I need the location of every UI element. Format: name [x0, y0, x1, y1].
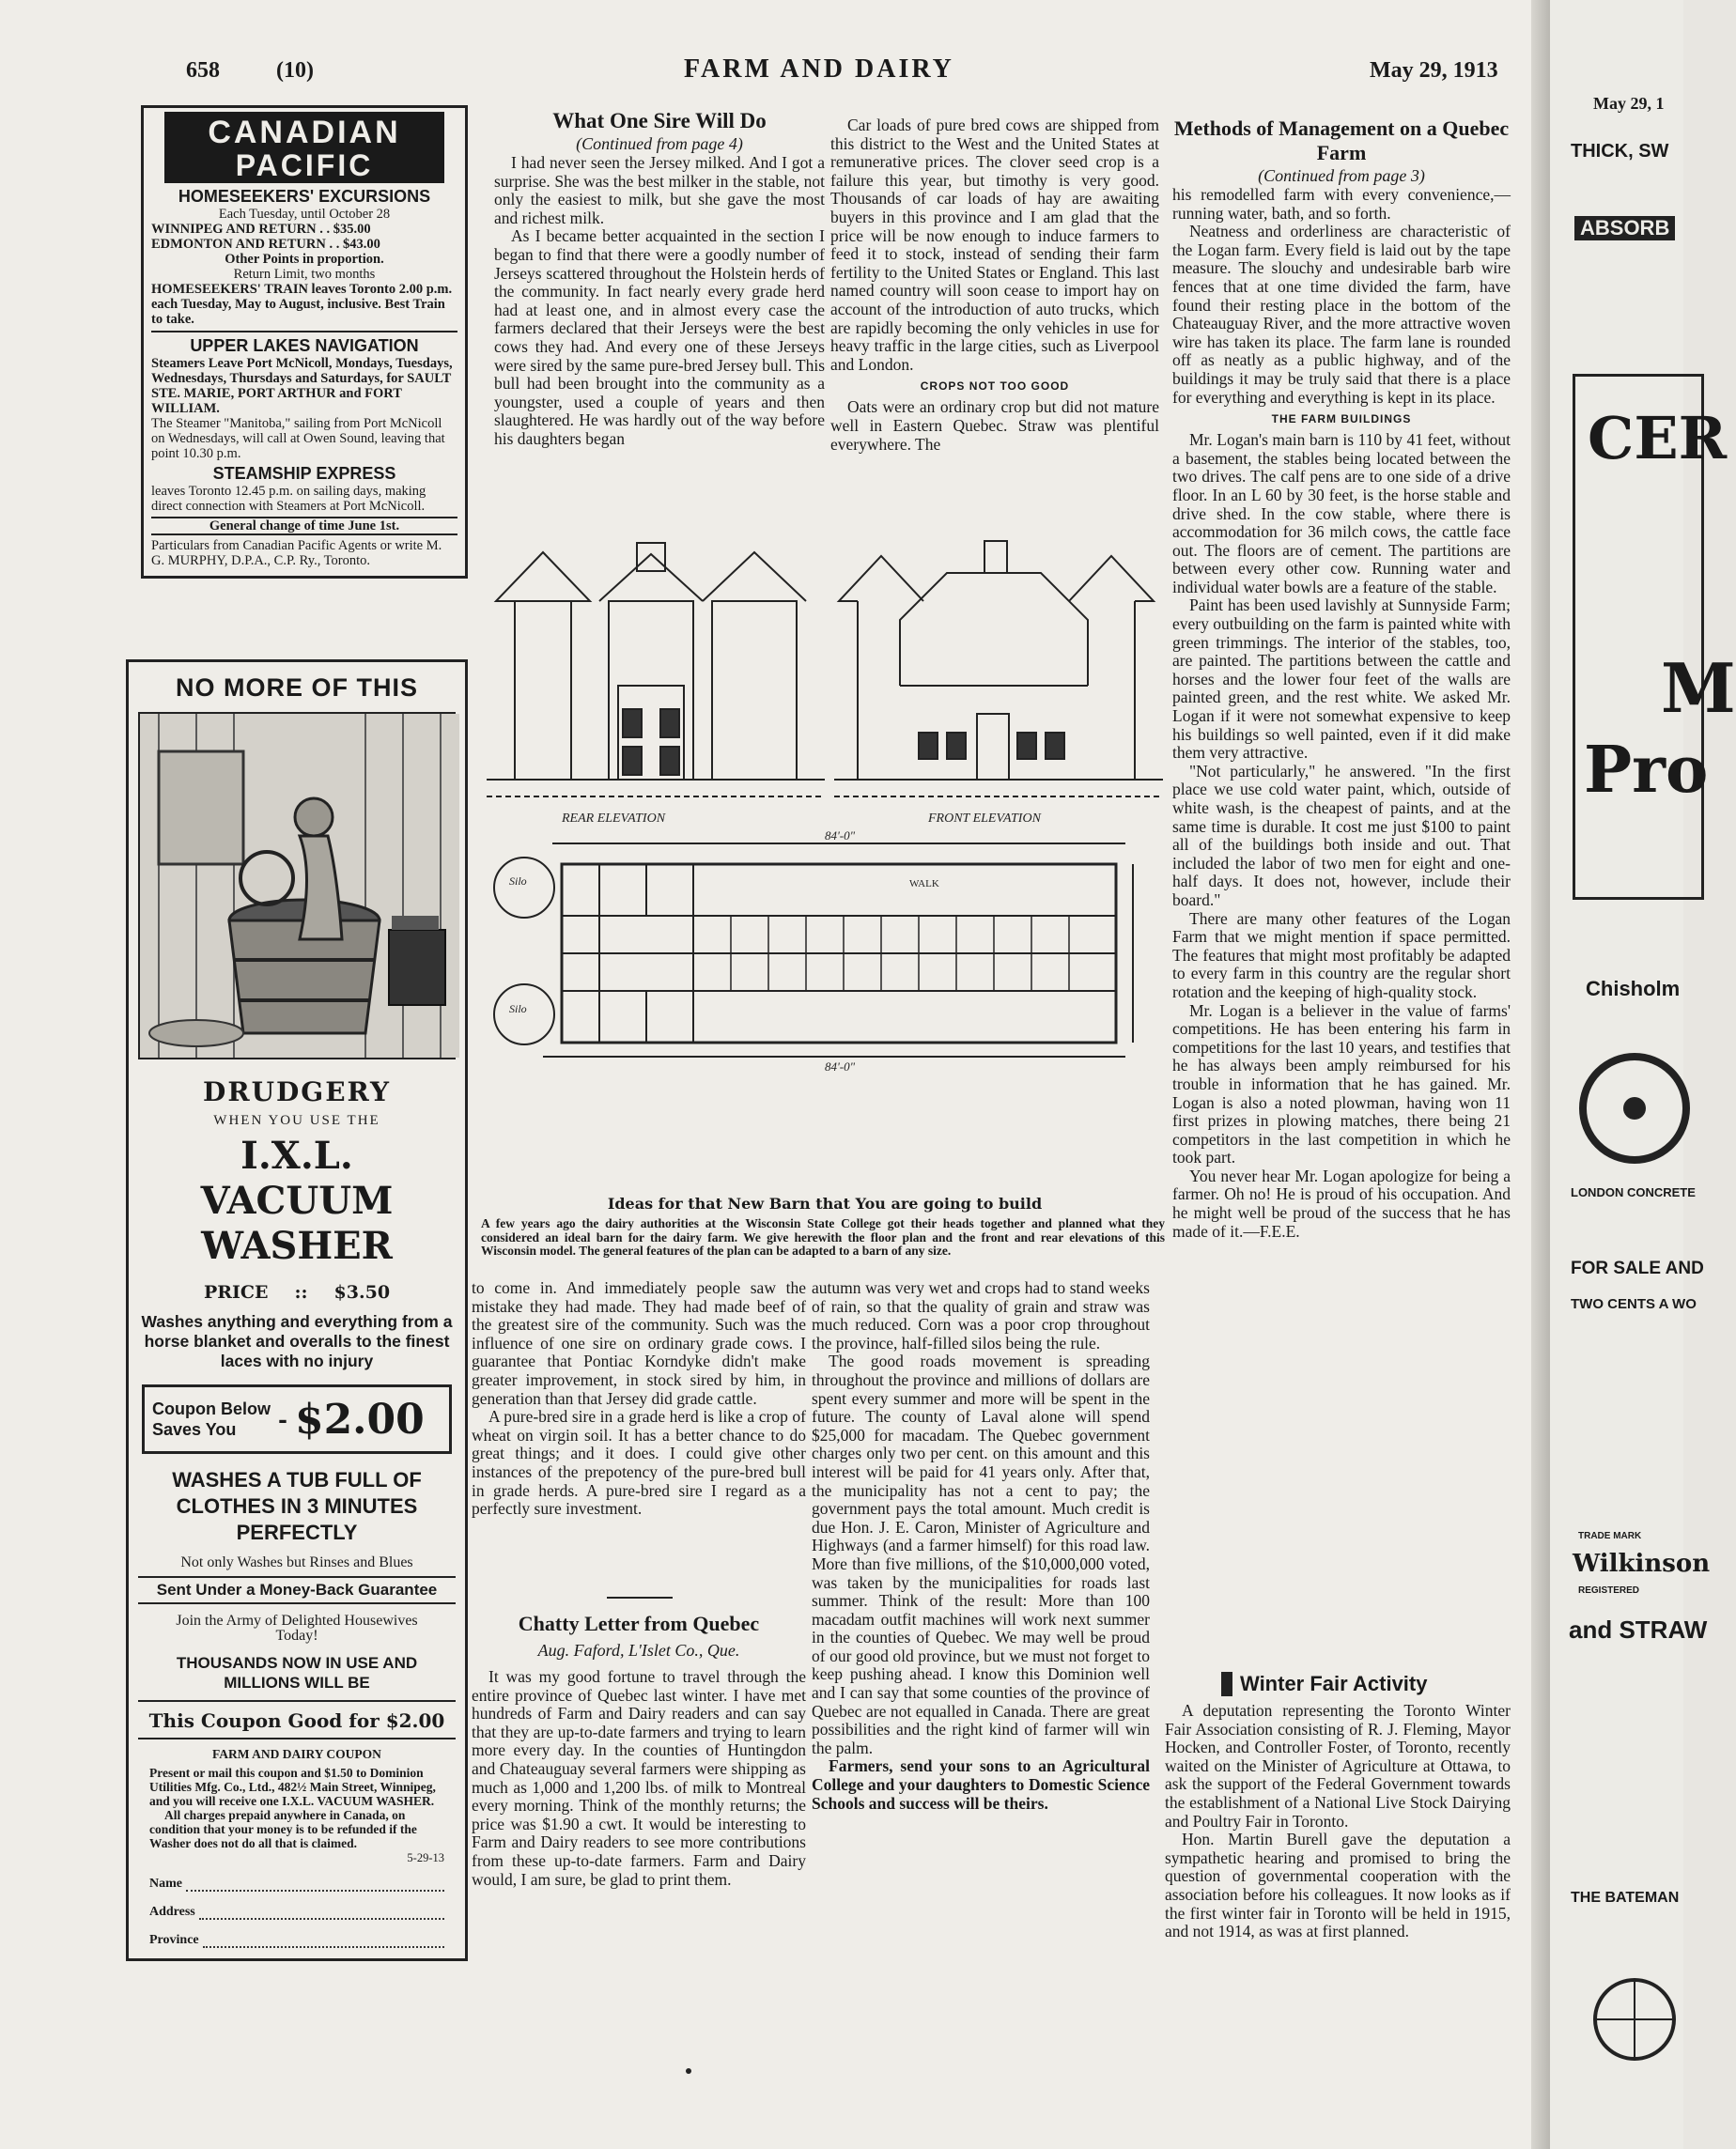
coupon-text: Present or mail this coupon and $1.50 to Dominion Utilities Mfg. Co., Ltd., 482½ Main Street, Winnipeg, and you will receive one I.X.L. VACUUM WASHER.: [149, 1766, 436, 1808]
barn-figure: [487, 545, 1163, 1240]
masthead: FARM AND DAIRY: [684, 54, 954, 84]
methods-p4: Paint has been used lavishly at Sunnyside Farm; every outbuilding on the farm is painted white with green trimmings. The interior of the stables, too, are painted. The partitions between the cattle and horses and the lower four feet of the walls are painted green, and the rest white. We asked Mr. Logan if it were not somewhat expensive to keep his buildings so well painted, even if it did make them very attractive.: [1172, 595, 1511, 763]
walk-label: WALK: [909, 878, 939, 889]
methods-p6: There are many other features of the Logan Farm that we might mention if space permitted. The features that might most profitably be adapted to every farm in this country are the regular short rotation and the keeping of high-quality stock.: [1172, 908, 1511, 1001]
coupon-date: 5-29-13: [407, 1851, 444, 1864]
article-sire-p4: A pure-bred sire in a grade herd is like a crop of wheat on virgin soil. It has a better chance to do great things; and it does. I could give other instances of the prepotency of the pure-bred bull in grade herds. A pure-bred sire I regard as a perfectly sure investment.: [472, 1407, 806, 1519]
quebec-bottom-p2: The good roads movement is spreading throughout the province and millions of dollars are spent every summer and more will be spent in the future. The county of Laval alone will spend $25,000 for macadam. The Quebec government charges only two per cent. on this amount and this interest will be paid for 41 years only. After that, the municipality has not a cent to pay; the government pays the total amount. Much credit is due Hon. J. E. Caron, Minister of Agriculture and Highways (and a farmer himself) for this road law. More than five millions, of the $10,000,000 voted, was taken by the municipalities for roads last summer. Think of the result: More than 100 macadam outfit machines will work next summer in the counties of Quebec. We may well be proud of our good old province, but we must not forget to keep pushing ahead. I know this Dominion well and I can say that some counties of the province of Quebec are not equalled in Canada. There are great possibilities and the right kind of farmer will win the palm.: [812, 1352, 1150, 1757]
cp-winnipeg: WINNIPEG AND RETURN . . $35.00: [151, 222, 371, 237]
when-you-use: WHEN YOU USE THE: [213, 1113, 380, 1128]
facing-cart-illustration: [1588, 1954, 1682, 2066]
facing-two-cents: TWO CENTS A WO: [1571, 1296, 1697, 1312]
facing-pro: Pro: [1584, 733, 1709, 808]
no-more-headline: NO MORE OF THIS: [176, 673, 418, 702]
price-label: PRICE: [203, 1282, 269, 1303]
rear-elevation-label: REAR ELEVATION: [562, 812, 666, 826]
coupon-title: FARM AND DAIRY COUPON: [212, 1747, 381, 1761]
silo-label-bottom: Silo: [509, 1002, 527, 1015]
address-input[interactable]: [199, 1905, 444, 1920]
article-sire-title: What One Sire Will Do: [552, 109, 767, 132]
winter-fair-p1: A deputation representing the Toronto Winter Fair Association consisting of R. J. Fleming, Mayor Hocken, and Controller Foster, of Toronto, recently waited on the Minister of Agriculture at Ottawa, to ask the support of the Federal Government towards the establishment of a National Live Stock Dairying and Poultry Fair in Toronto.: [1165, 1701, 1511, 1831]
methods-p3: Mr. Logan's main barn is 110 by 41 feet, without a basement, the stables being located between the two drives. The calf pens are to one side of a drive floor. In an L 60 by 30 feet, is the horse stable and drive shed. In the cow stable, where there is accommodation for 36 milch cows, the cattle face out. The floors are of cement. The partitions are between every other cow. Running water and individual water bowls are a feature of the stable.: [1172, 430, 1511, 596]
facing-engine-illustration: [1578, 1033, 1691, 1174]
crops-heading: CROPS NOT TOO GOOD: [920, 379, 1070, 394]
steamship-text: leaves Toronto 12.45 p.m. on sailing days, making direct connection with Steamers at Port McNicoll.: [151, 484, 426, 514]
sire-end-rule: [607, 1597, 673, 1599]
chatty-p1: It was my good fortune to travel through the entire province of Quebec last winter. I have met hundreds of Farm and Dairy readers and can say that they are up-to-date farmers and trying to learn more every day. In the counties of Huntingdon and Chateauguay several farmers were shipping as much as 1,000 and 1,200 lbs. of milk to Montreal every morning. Think of the monthly returns; the price was $1.90 a cwt. It would be interesting to Farm and Dairy readers to see more contributions from these up-to-date farmers. Farm and Dairy would, I am sure, be glad to print them.: [472, 1667, 806, 1889]
rear-elevation-drawing: [487, 543, 825, 796]
coupon-savings-box: [142, 1384, 452, 1454]
money-back-guarantee: Sent Under a Money-Back Guarantee: [138, 1576, 456, 1604]
cp-logo-line2: PACIFIC: [235, 148, 374, 182]
washer-illustration: [138, 712, 456, 1059]
page-number: 658: [186, 58, 220, 83]
page-gutter: [1531, 0, 1550, 2149]
coupon-address-row: [149, 1905, 444, 1920]
upper-lakes-text: Steamers Leave Port McNicoll, Mondays, Tuesdays, Wednesdays, Thursdays and Saturdays, for SAULT STE. MARIE, PORT ARTHUR and FORT WILLIAM.: [151, 356, 453, 416]
coupon-savings-label: [152, 1399, 271, 1440]
methods-continued: (Continued from page 3): [1258, 166, 1425, 185]
article-methods: [1172, 116, 1511, 1664]
issue-number: (10): [276, 58, 314, 83]
ixl-washer-ad: [126, 659, 468, 1961]
coupon-province-row: [149, 1933, 444, 1948]
article-quebec-top: [830, 116, 1159, 541]
methods-p2: Neatness and orderliness are characteristic of the Logan farm. Every field is laid out by the tape measure. The slouchy and undesirable barb wire fences that at one time divided the farm, have found their resting place in the bottom of the Chateauguay River, and the more attractive woven wire has taken its place. The farm lane is rounded off as neatly as a public highway, and of the buildings it may be truly said that there is a place for everything and everything is kept in its place.: [1172, 222, 1511, 407]
coupon-terms: All charges prepaid anywhere in Canada, on condition that your money is to be refunded if the Washer does not do all that is claimed.: [149, 1808, 417, 1850]
methods-p1: his remodelled farm with every convenience,—running water, bath, and so forth.: [1172, 185, 1511, 223]
winter-fair-p2: Hon. Martin Burell gave the deputation a sympathetic hearing and promised to bring the question of governmental cooperation with the association before his colleagues. It now looks as if the first winter fair in Toronto will be held in 1915, and not 1914, as was at first planned.: [1165, 1830, 1511, 1941]
page-end-dot: [686, 2068, 691, 2074]
cp-particulars: Particulars from Canadian Pacific Agents or write M. G. MURPHY, D.P.A., C.P. Ry., Toronto.: [151, 538, 442, 568]
engine-wheel-icon: [1578, 1033, 1691, 1174]
facing-cer: CER: [1588, 404, 1728, 472]
cp-edmonton: EDMONTON AND RETURN . . $43.00: [151, 237, 380, 252]
general-change: General change of time June 1st.: [151, 517, 457, 535]
cp-schedule: Each Tuesday, until October 28: [218, 207, 391, 222]
facing-straw: and STRAW: [1569, 1616, 1708, 1644]
winter-fair-title: Winter Fair Activity: [1221, 1672, 1511, 1696]
methods-p7: Mr. Logan is a believer in the value of farms' competitions. He has been entering his farm in competitions for the last 10 years, and testifies that he has always been amply reimbursed for his trouble in information that he has gained. Mr. Logan is also a noted plowman, having won 11 first prizes in plowing matches, there being 21 competitors in the last competition in which he took part.: [1172, 1000, 1511, 1167]
address-label: Address: [149, 1905, 195, 1919]
washes-tub-heading: WASHES A TUB FULL OF CLOTHES IN 3 MINUTES PERFECTLY: [172, 1468, 422, 1544]
cp-divider: [151, 331, 457, 332]
article-sire-p3: to come in. And immediately people saw the mistake they had made. They had made beef of the greatest sire of the community. Such was the influence of one sire on ordinary grade cows. I guarantee that Pontiac Korndyke didn't make greater improvement, in stock sired by him, in generation than that Jersey did grade cattle.: [472, 1278, 806, 1408]
article-sire-continued: (Continued from page 4): [576, 134, 743, 153]
facing-page: [1550, 0, 1736, 2149]
product-name-line1: I.X.L. VACUUM: [200, 1134, 394, 1223]
price-row: [138, 1282, 456, 1303]
quebec-top-p1: Car loads of pure bred cows are shipped from this district to the West and the United States at remunerative prices. The clover seed crop is a failure this year, but timothy is very good. Thousands of car loads of hay are awaiting buyers in this province and I am glad that the price will be now enough to induce farmers to feed it to stock, instead of sending their farm fertility to the United States or England. This last named country will soon cease to import hay on account of the introduction of auto trucks, which are rapidly becoming the only vehicles in use for heavy traffic in the large cities, such as Liverpool and London.: [830, 116, 1159, 374]
article-winter-fair: [1165, 1672, 1511, 2029]
cp-logo-line1: CANADIAN: [208, 115, 401, 150]
quebec-bottom-p3: Farmers, send your sons to an Agricultural College and your daughters to Domestic Science Schools and success will be theirs.: [812, 1756, 1150, 1813]
plan-width-label-bottom: 84'-0": [825, 1059, 856, 1074]
chatty-title: Chatty Letter from Quebec: [518, 1612, 760, 1635]
name-input[interactable]: [186, 1877, 444, 1892]
farm-buildings-heading: THE FARM BUILDINGS: [1271, 412, 1412, 426]
drudgery-heading: DRUDGERY: [203, 1076, 391, 1107]
washing-woman-illustration: [140, 714, 459, 1058]
name-label: Name: [149, 1877, 182, 1891]
cp-logo: [164, 112, 444, 183]
coupon-label-line1: Coupon Below: [152, 1399, 271, 1418]
article-sire-top: [494, 109, 825, 541]
barn-drawings: [487, 545, 1163, 1214]
chatty-byline: Aug. Faford, L'Islet Co., Que.: [537, 1641, 740, 1660]
methods-p8: You never hear Mr. Logan apologize for being a farmer. Oh no! He is proud of his occupation. And he might well be proud of the success that he has made of it.—F.E.E.: [1172, 1166, 1511, 1241]
price-separator: ::: [294, 1282, 308, 1303]
article-sire-p1: I had never seen the Jersey milked. And I got a surprise. She was the best milker in the stable, not only the easiest to milk, but she gave the most and richest milk.: [494, 153, 825, 227]
coupon-dash: -: [277, 1405, 287, 1433]
barn-caption-title: Ideas for that New Barn that You are going to build: [607, 1195, 1043, 1213]
upper-lakes-title: UPPER LAKES NAVIGATION: [190, 336, 419, 355]
steamship-title: STEAMSHIP EXPRESS: [212, 464, 396, 483]
methods-title: Methods of Management on a Quebec Farm: [1173, 116, 1510, 164]
facing-m: M: [1661, 648, 1736, 728]
facing-date: May 29, 1: [1593, 94, 1665, 113]
cart-wheel-icon: [1588, 1954, 1682, 2066]
floor-plan-drawing: [494, 843, 1133, 1057]
silo-label-top: Silo: [509, 874, 527, 888]
facing-thick: THICK, SW: [1571, 141, 1669, 162]
coupon-savings-value: $2.00: [294, 1395, 425, 1444]
quebec-top-p2: Oats were an ordinary crop but did not mature well in Eastern Quebec. Straw was plentiful everywhere. The: [830, 397, 1159, 454]
facing-trade-mark: TRADE MARK: [1578, 1531, 1642, 1541]
thousands-in-use: THOUSANDS NOW IN USE AND MILLIONS WILL BE: [176, 1654, 418, 1692]
coupon-label-line2: Saves You: [152, 1420, 237, 1439]
canadian-pacific-ad: [141, 105, 468, 579]
not-only-washes: Not only Washes but Rinses and Blues: [180, 1554, 413, 1570]
facing-for-sale: FOR SALE AND: [1571, 1259, 1704, 1278]
cp-other-points: Other Points in proportion.: [225, 252, 384, 267]
issue-date: May 29, 1913: [1370, 58, 1498, 83]
methods-p5: "Not particularly," he answered. "In the first place we use cold water paint, which, outside of white wash, is the cheapest of paints, and at the same time is durable. It cost me just $100 to paint all of the buildings both inside and out. That included the labor of two men for eight and one-half days. It does not, however, include their board.": [1172, 761, 1511, 909]
coupon-name-row: [149, 1877, 444, 1892]
product-name-line2: WASHER: [201, 1224, 393, 1268]
facing-chisholm: Chisholm: [1586, 977, 1681, 1000]
facing-london: LONDON CONCRETE: [1571, 1185, 1696, 1199]
facing-absorbine: ABSORB: [1574, 216, 1675, 240]
article-chatty: [472, 1612, 806, 2006]
washer-divider: [138, 1700, 456, 1702]
price-value: $3.50: [333, 1282, 391, 1303]
facing-registered: REGISTERED: [1578, 1585, 1640, 1596]
join-army: Join the Army of Delighted Housewives Today!: [176, 1613, 418, 1644]
facing-bateman: THE BATEMAN: [1571, 1890, 1680, 1906]
homeseekers-title: HOMESEEKERS' EXCURSIONS: [178, 187, 431, 206]
front-elevation-label: FRONT ELEVATION: [928, 812, 1041, 826]
province-input[interactable]: [203, 1933, 444, 1948]
cp-train-info: HOMESEEKERS' TRAIN leaves Toronto 2.00 p.m. each Tuesday, May to August, inclusive. Best Train to take.: [151, 282, 453, 327]
coupon-form: [138, 1739, 456, 1952]
coupon-good-heading: This Coupon Good for $2.00: [138, 1709, 456, 1739]
province-label: Province: [149, 1933, 199, 1947]
front-elevation-drawing: [834, 541, 1163, 796]
cp-return-limit: Return Limit, two months: [233, 267, 376, 282]
washer-tagline: Washes anything and everything from a horse blanket and overalls to the finest laces with no injury: [141, 1312, 453, 1370]
article-sire-p2: As I became better acquainted in the section I began to find that there were a goodly number of Jerseys scattered throughout the Holstein herds of the community. In fact nearly every grade herd had at least one, and in almost every case the farmers declared that their Jerseys were the best cows they had. And every one of these Jerseys were sired by the same pure-bred Jersey bull. This bull had been brought into the community as a youngster, used a couple of years and then slaughtered. He was hardly out of the way before his daughters began: [494, 226, 825, 448]
article-quebec-bottom: [812, 1279, 1150, 2012]
plan-width-label: 84'-0": [825, 828, 856, 843]
quebec-bottom-p1: autumn was very wet and crops had to stand weeks of rain, so that the quality of grain and straw was much reduced. Corn was a poor crop throughout the province, half-filled silos being the rule.: [812, 1278, 1150, 1353]
facing-wilkinson: Wilkinson: [1573, 1550, 1711, 1578]
barn-caption-text: A few years ago the dairy authorities at the Wisconsin State College got their heads together and planned what they considered an ideal barn for the dairy farm. We give herewith the floor plan and the front and rear elevations of this Wisconsin model. The general features of the plan can be adapted to a barn of any size.: [481, 1216, 1165, 1258]
manitoba-text: The Steamer "Manitoba," sailing from Port McNicoll on Wednesdays, will call at Owen Sound, leaving that point 10.30 p.m.: [151, 416, 445, 461]
article-sire-bottom: [472, 1279, 806, 1574]
